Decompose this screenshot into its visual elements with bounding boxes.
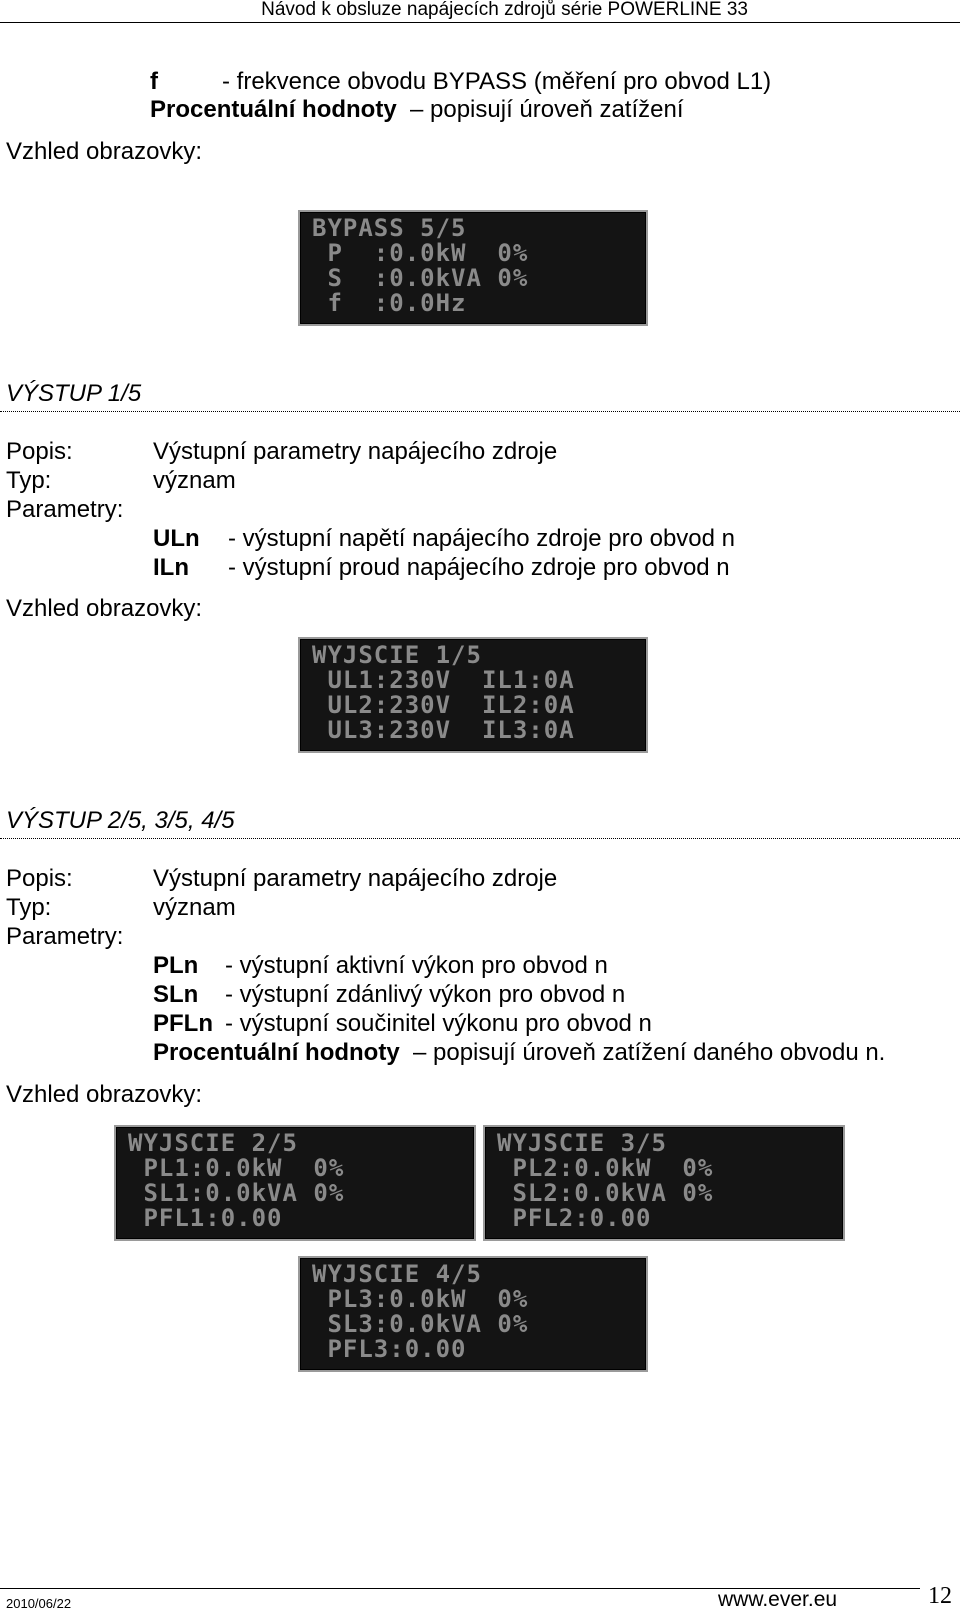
typ-label: Typ: xyxy=(6,467,52,494)
page-header xyxy=(0,0,960,23)
lcd-line: P :0.0kW 0% xyxy=(312,239,529,267)
lcd-line: BYPASS 5/5 xyxy=(312,214,467,242)
lcd-line: WYJSCIE 1/5 xyxy=(312,641,482,669)
lcd-line: PFL1:0.00 xyxy=(128,1204,283,1232)
param-code-f: f xyxy=(150,68,158,95)
param-code-iln: ILn xyxy=(153,554,189,581)
footer-date: 2010/06/22 xyxy=(6,1596,72,1611)
header-title: Návod k obsluze napájecích zdrojů série POWERLINE 33 xyxy=(261,0,748,20)
screen-label: Vzhled obrazovky: xyxy=(6,595,203,622)
pct-desc: – popisují úroveň zatížení xyxy=(410,96,684,123)
lcd-line: WYJSCIE 3/5 xyxy=(497,1129,667,1157)
param-code-pln: PLn xyxy=(153,952,199,979)
lcd-line: SL2:0.0kVA 0% xyxy=(497,1179,714,1207)
popis-value: Výstupní parametry napájecího zdroje xyxy=(153,438,558,465)
lcd-line: PL3:0.0kW 0% xyxy=(312,1285,529,1313)
pct-label: Procentuální hodnoty xyxy=(153,1039,400,1066)
section-title-vystup1: VÝSTUP 1/5 xyxy=(6,380,142,407)
param-label: Parametry: xyxy=(6,496,124,523)
lcd-bypass-screen xyxy=(298,210,648,326)
lcd-line: UL3:230V IL3:0A xyxy=(312,716,575,744)
lcd-line: PFL3:0.00 xyxy=(312,1335,467,1363)
section-title-vystup2: VÝSTUP 2/5, 3/5, 4/5 xyxy=(6,807,235,834)
param-code-sln: SLn xyxy=(153,981,199,1008)
lcd-wyjscie3-screen xyxy=(483,1125,845,1241)
param-code-pfln: PFLn xyxy=(153,1010,213,1037)
lcd-line: SL1:0.0kVA 0% xyxy=(128,1179,345,1207)
popis-label: Popis: xyxy=(6,438,73,465)
lcd-line: WYJSCIE 2/5 xyxy=(128,1129,298,1157)
lcd-wyjscie1-screen xyxy=(298,637,648,753)
footer-url: www.ever.eu xyxy=(718,1588,838,1611)
popis-label: Popis: xyxy=(6,865,73,892)
typ-value: význam xyxy=(153,467,236,494)
typ-label: Typ: xyxy=(6,894,52,921)
popis-value: Výstupní parametry napájecího zdroje xyxy=(153,865,558,892)
lcd-line: PL2:0.0kW 0% xyxy=(497,1154,714,1182)
lcd-wyjscie2-screen xyxy=(114,1125,476,1241)
param-label: Parametry: xyxy=(6,923,124,950)
pct-label: Procentuální hodnoty xyxy=(150,96,397,123)
lcd-line: f :0.0Hz xyxy=(312,289,467,317)
lcd-line: S :0.0kVA 0% xyxy=(312,264,529,292)
page-number: 12 xyxy=(928,1583,952,1609)
typ-value: význam xyxy=(153,894,236,921)
param-desc-pln: - výstupní aktivní výkon pro obvod n xyxy=(225,952,608,979)
section-divider xyxy=(0,411,960,412)
lcd-line: WYJSCIE 4/5 xyxy=(312,1260,482,1288)
param-desc-f: - frekvence obvodu BYPASS (měření pro obvod L1) xyxy=(222,68,772,95)
param-desc-uln: - výstupní napětí napájecího zdroje pro obvod n xyxy=(228,525,735,552)
param-desc-iln: - výstupní proud napájecího zdroje pro obvod n xyxy=(228,554,730,581)
lcd-line: UL2:230V IL2:0A xyxy=(312,691,575,719)
lcd-line: PL1:0.0kW 0% xyxy=(128,1154,345,1182)
lcd-wyjscie4-screen xyxy=(298,1256,648,1372)
param-desc-pfln: - výstupní součinitel výkonu pro obvod n xyxy=(225,1010,652,1037)
param-desc-sln: - výstupní zdánlivý výkon pro obvod n xyxy=(225,981,626,1008)
param-code-uln: ULn xyxy=(153,525,200,552)
screen-label: Vzhled obrazovky: xyxy=(6,1081,203,1108)
screen-label: Vzhled obrazovky: xyxy=(6,138,203,165)
lcd-line: SL3:0.0kVA 0% xyxy=(312,1310,529,1338)
lcd-line: PFL2:0.00 xyxy=(497,1204,652,1232)
lcd-line: UL1:230V IL1:0A xyxy=(312,666,575,694)
pct-desc: – popisují úroveň zatížení daného obvodu n. xyxy=(413,1039,886,1066)
section-divider xyxy=(0,838,960,839)
